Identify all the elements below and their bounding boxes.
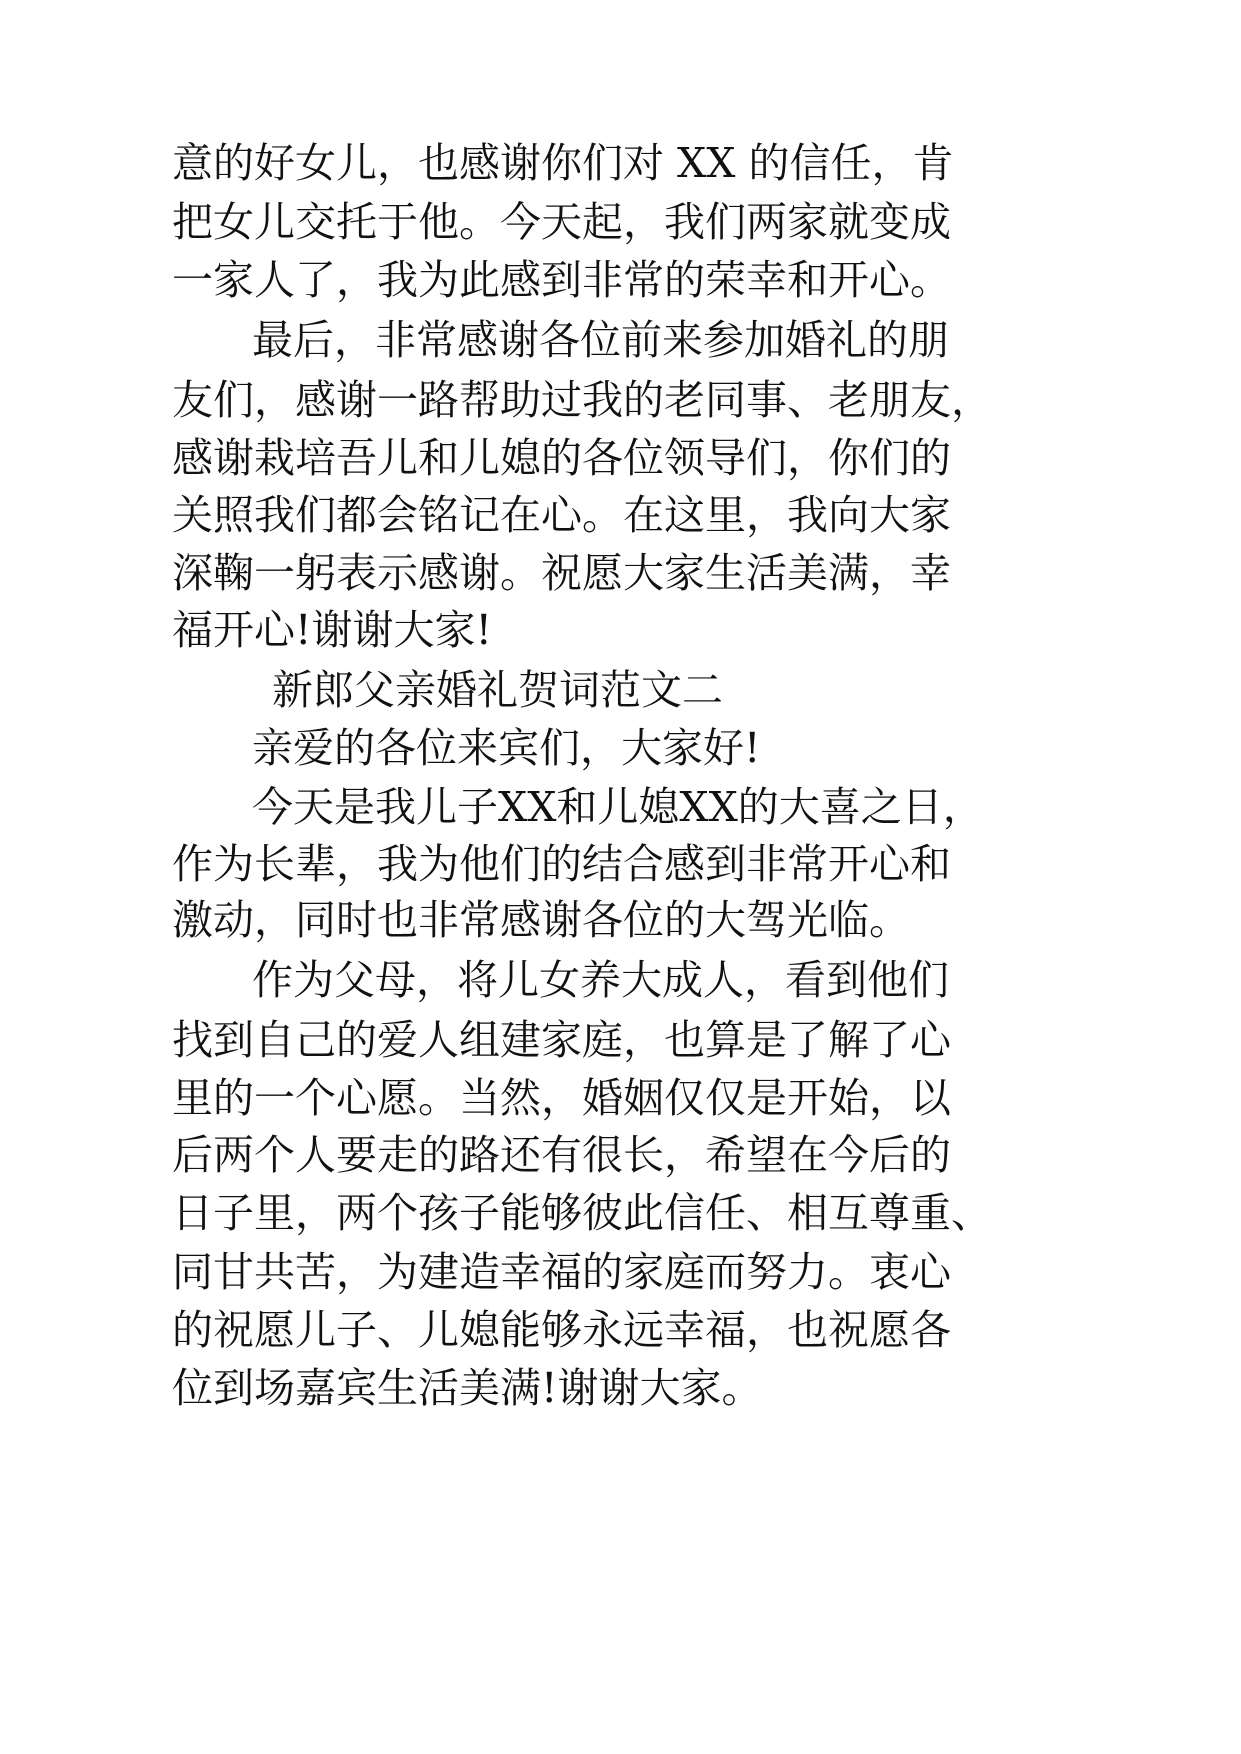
paragraph-first-line: 今天是我儿子XX和儿媳XX的大喜之日， [252,783,984,831]
text-line: 后两个人要走的路还有很长，希望在今后的 [172,1131,951,1179]
paragraph-first-line: 最后，非常感谢各位前来参加婚礼的朋 [252,316,949,364]
greeting-line: 亲爱的各位来宾们，大家好! [252,724,761,772]
text-line: 福开心!谢谢大家! [172,606,492,654]
text-line: 意的好女儿，也感谢你们对 XX 的信任，肯 [172,139,954,187]
section-heading: 新郎父亲婚礼贺词范文二 [272,666,723,714]
text-line: 里的一个心愿。当然，婚姻仅仅是开始，以 [172,1074,951,1122]
text-line: 找到自己的爱人组建家庭，也算是了解了心 [172,1016,951,1064]
text-line: 日子里，两个孩子能够彼此信任、相互尊重、 [172,1189,992,1237]
text-line: 的祝愿儿子、儿媳能够永远幸福，也祝愿各 [172,1306,951,1354]
text-line: 深鞠一躬表示感谢。祝愿大家生活美满，幸 [172,549,951,597]
text-line: 激动，同时也非常感谢各位的大驾光临。 [172,896,910,944]
paragraph-first-line: 作为父母，将儿女养大成人，看到他们 [252,956,949,1004]
text-line: 作为长辈，我为他们的结合感到非常开心和 [172,840,951,888]
text-line: 友们，感谢一路帮助过我的老同事、老朋友， [172,376,992,424]
text-line: 把女儿交托于他。今天起，我们两家就变成 [172,198,951,246]
text-line: 一家人了，我为此感到非常的荣幸和开心。 [172,256,951,304]
text-line: 感谢栽培吾儿和儿媳的各位领导们，你们的 [172,434,951,482]
text-line: 关照我们都会铭记在心。在这里，我向大家 [172,491,951,539]
text-line: 位到场嘉宾生活美满!谢谢大家。 [172,1364,763,1412]
text-line: 同甘共苦，为建造幸福的家庭而努力。衷心 [172,1248,951,1296]
